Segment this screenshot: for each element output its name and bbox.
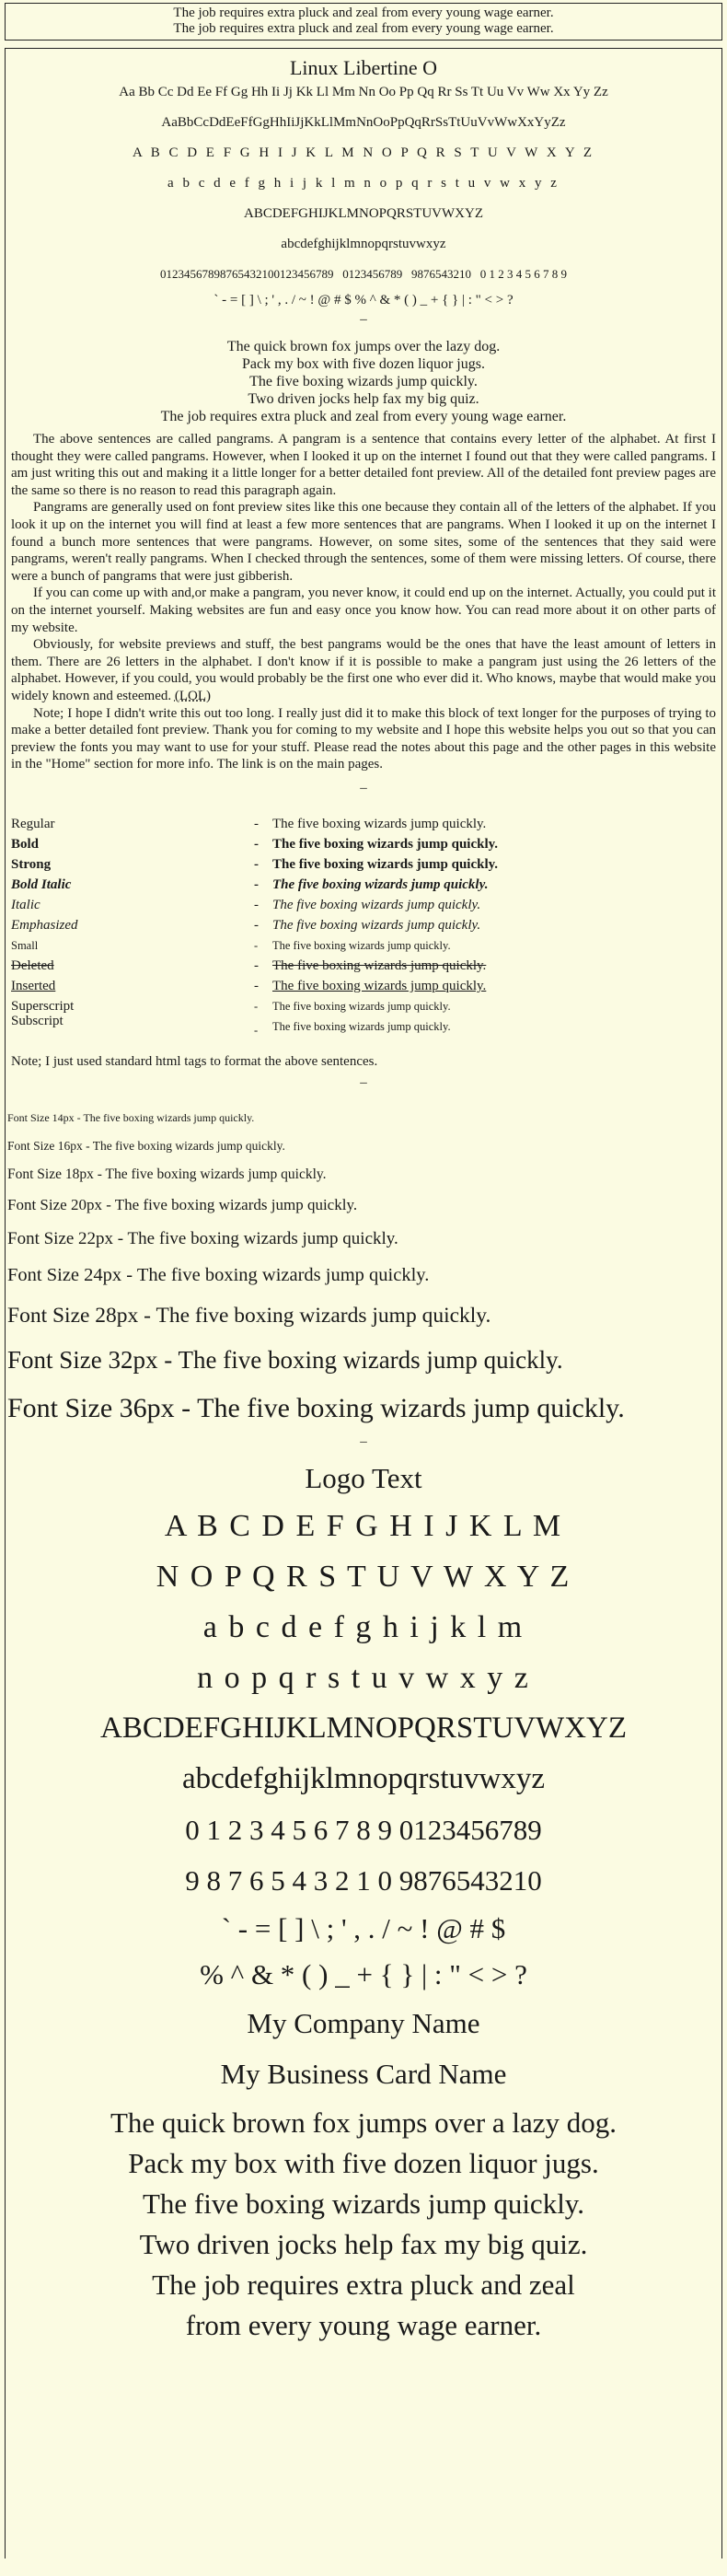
logo-text-samples (6, 1456, 721, 2346)
logo-upper-2: N O P Q R S T U V W X Y Z (156, 1559, 571, 1594)
style-note: Note; I just used standard html tags to format the above sentences. (11, 1053, 378, 1069)
style-row-emphasized (11, 915, 721, 935)
banner-line: The job requires extra pluck and zeal from every young wage earner. (173, 6, 554, 20)
lol-abbr: (LOL) (174, 688, 212, 703)
style-sample: The five boxing wizards jump quickly. (272, 816, 487, 831)
style-label: Subscript (11, 1013, 63, 1028)
logo-company-name: My Company Name (247, 2006, 480, 2039)
style-row-deleted (11, 956, 721, 976)
style-dash: - (254, 938, 259, 952)
logo-lower-1: a b c d e f g h i j k l m (202, 1609, 525, 1644)
pangram-list (6, 338, 721, 425)
logo-heading: Logo Text (305, 1461, 422, 1494)
style-sample: The five boxing wizards jump quickly. (272, 999, 451, 1013)
style-label: Emphasized (11, 917, 78, 933)
style-row-bold-italic (11, 875, 721, 895)
style-row-subscript (11, 1013, 721, 1037)
banner-line: The job requires extra pluck and zeal from every young wage earner. (173, 21, 554, 36)
style-row-bold (11, 834, 721, 854)
font-preview-panel (5, 48, 722, 2559)
style-label: Small (11, 938, 39, 952)
style-row-inserted (11, 976, 721, 996)
size-row-28: Font Size 28px - The five boxing wizards jump quickly. (7, 1303, 491, 1328)
paragraph (6, 636, 721, 704)
charset-upper: ABCDEFGHIJKLMNOPQRSTUVWXYZ (243, 206, 483, 221)
style-label: Bold Italic (11, 876, 72, 892)
size-row-18: Font Size 18px - The five boxing wizards jump quickly. (7, 1166, 327, 1182)
font-size-samples (6, 1103, 721, 1434)
logo-symbols-2: % ^ & * ( ) _ + { } | : " < > ? (200, 1957, 527, 1990)
pangram-line: The job requires extra pluck and zeal from every young wage earner. (160, 409, 567, 424)
style-sample: The five boxing wizards jump quickly. (272, 957, 487, 973)
section-separator: – (360, 312, 367, 327)
style-label: Inserted (11, 978, 56, 993)
pangram-line: Two driven jocks help fax my big quiz. (248, 391, 479, 407)
size-row-36: Font Size 36px - The five boxing wizards jump quickly. (7, 1392, 625, 1423)
logo-digits-1: 0 1 2 3 4 5 6 7 8 9 0123456789 (185, 1813, 542, 1846)
charset-symbols: ` - = [ ] \ ; ' , . / ~ ! @ # $ % ^ & * ( ) _ + { } | : " < > ? (213, 293, 514, 307)
style-row-regular (11, 814, 721, 834)
logo-lower-2: n o p q r s t u v w x y z (197, 1660, 530, 1695)
style-label: Superscript (11, 998, 75, 1014)
charset-lower-spaced: a b c d e f g h i j k l m n o p q r s t u v w x y z (167, 176, 560, 191)
size-row-22: Font Size 22px - The five boxing wizards jump quickly. (7, 1228, 398, 1248)
style-sample: The five boxing wizards jump quickly. (272, 856, 499, 872)
style-label: Regular (11, 816, 55, 831)
style-dash: - (254, 856, 259, 872)
logo-pangram: The job requires extra pluck and zeal (152, 2268, 575, 2301)
logo-lower: abcdefghijklmnopqrstuvwxyz (181, 1761, 546, 1795)
logo-pangram: The five boxing wizards jump quickly. (142, 2187, 585, 2220)
logo-business-card-name: My Business Card Name (220, 2057, 507, 2090)
pangram-line: The quick brown fox jumps over the lazy dog. (226, 339, 501, 354)
style-sample: The five boxing wizards jump quickly. (272, 897, 481, 912)
style-dash: - (254, 876, 259, 892)
style-dash: - (254, 917, 259, 933)
logo-upper: ABCDEFGHIJKLMNOPQRSTUVWXYZ (99, 1711, 628, 1745)
style-label: Strong (11, 856, 52, 872)
logo-pangram: Two driven jocks help fax my big quiz. (139, 2227, 588, 2260)
charset-pairs-joined: AaBbCcDdEeFfGgHhIiJjKkLlMmNnOoPpQqRrSsTtUuVvWwXxYyZz (161, 115, 566, 130)
style-label: Bold (11, 836, 40, 852)
paragraph: Note; I hope I didn't write this out too long. I really just did it to make this block of text longer for the purposes of trying to make a better detailed font preview. Thank you for coming to my website and I hope this website helps you out so that you can preview the fonts you may want to use for your stuff. Please read the notes about this page and the other pages in this website in the "Home" section for more info. The link is on the main pages. (11, 705, 716, 772)
style-sample: The five boxing wizards jump quickly. (272, 836, 499, 852)
charset-digits: 01234567898765432100123456789 0123456789 9876543210 0 1 2 3 4 5 6 7 8 9 (160, 267, 567, 281)
description-text (6, 431, 721, 773)
charset-lower: abcdefghijklmnopqrstuvwxyz (281, 237, 446, 251)
style-samples (6, 814, 721, 1037)
font-title: Linux Libertine O (289, 56, 438, 79)
size-row-16: Font Size 16px - The five boxing wizards jump quickly. (7, 1138, 285, 1153)
style-row-small (11, 935, 721, 956)
charset-pairs: Aa Bb Cc Dd Ee Ff Gg Hh Ii Jj Kk Ll Mm Nn Oo Pp Qq Rr Ss Tt Uu Vv Ww Xx Yy Zz (119, 85, 608, 99)
size-row-32: Font Size 32px - The five boxing wizards jump quickly. (7, 1345, 563, 1374)
pangram-line: The five boxing wizards jump quickly. (249, 374, 478, 389)
paragraph: The above sentences are called pangrams. A pangram is a sentence that contains every letter of the alphabet. At first I thought they were called pangrams. However, when I looked it up on the internet I found out that they were called pangrams. I am just writing this out and making it a little longer for a better detailed font preview. All of the detailed font preview pages are the same so there is no reason to read this paragraph again. (11, 432, 716, 498)
style-row-italic (11, 895, 721, 915)
style-sample: The five boxing wizards jump quickly. (272, 978, 487, 993)
style-sample: The five boxing wizards jump quickly. (272, 876, 489, 892)
style-sample: The five boxing wizards jump quickly. (272, 938, 451, 952)
style-dash: - (254, 978, 259, 993)
style-sample: The five boxing wizards jump quickly. (272, 1019, 451, 1033)
logo-pangram: Pack my box with five dozen liquor jugs. (128, 2146, 599, 2179)
logo-symbols-1: ` - = [ ] \ ; ' , . / ~ ! @ # $ (221, 1911, 506, 1944)
style-dash: - (254, 957, 259, 973)
charset-upper-spaced: A B C D E F G H I J K L M N O P Q R S T U V W X Y Z (132, 145, 595, 160)
paragraph-text: Obviously, for website previews and stuff, the best pangrams would be the ones that have the least amount of letters in them. There are 26 letters in the alphabet. I don't know if it is possible to make a pangram just using the 26 letters of the alphabet. However, if you could, you would probably be the first one who ever did it. Who knows, maybe that would make you widely known and esteemed. (11, 637, 716, 703)
logo-pangram: from every young wage earner. (185, 2308, 542, 2341)
style-row-strong (11, 854, 721, 875)
style-dash: - (254, 999, 259, 1013)
style-sample: The five boxing wizards jump quickly. (272, 917, 481, 933)
size-row-14: Font Size 14px - The five boxing wizards jump quickly. (7, 1110, 255, 1124)
section-separator: – (360, 1433, 367, 1449)
pangram-line: Pack my box with five dozen liquor jugs. (242, 356, 485, 372)
section-separator: – (360, 780, 367, 795)
style-label: Deleted (11, 957, 54, 973)
logo-upper-1: A B C D E F G H I J K L M (164, 1508, 563, 1543)
logo-digits-2: 9 8 7 6 5 4 3 2 1 0 9876543210 (185, 1863, 542, 1897)
style-dash: - (254, 836, 259, 852)
logo-pangram: The quick brown fox jumps over a lazy dog. (110, 2106, 617, 2139)
section-separator: – (360, 1074, 367, 1090)
size-row-24: Font Size 24px - The five boxing wizards jump quickly. (7, 1264, 430, 1285)
style-dash: - (254, 816, 259, 831)
style-dash: - (254, 1023, 259, 1037)
style-dash: - (254, 897, 259, 912)
paragraph: Pangrams are generally used on font preview sites like this one because they contain all of the letters of the alphabet. If you look it up on the internet you will find at least a few more sentences that are pangrams. When I looked it up on the internet I found a bunch more sentences that were pangrams. However, on some sites, some of the sentences that they said were pangrams, weren't really pangrams. When I checked through the sentences, some of them were missing letters. Of course, there were a bunch of pangrams that were just gibberish. (11, 500, 716, 584)
style-label: Italic (11, 897, 40, 912)
size-row-20: Font Size 20px - The five boxing wizards jump quickly. (7, 1195, 358, 1213)
top-banner (5, 3, 722, 41)
paragraph: If you can come up with and,or make a pangram, you never know, it could end up on the internet. Actually, you could put it on the internet yourself. Making websites are fun and easy once you know how. You can read more about it on other parts of my website. (11, 586, 716, 635)
